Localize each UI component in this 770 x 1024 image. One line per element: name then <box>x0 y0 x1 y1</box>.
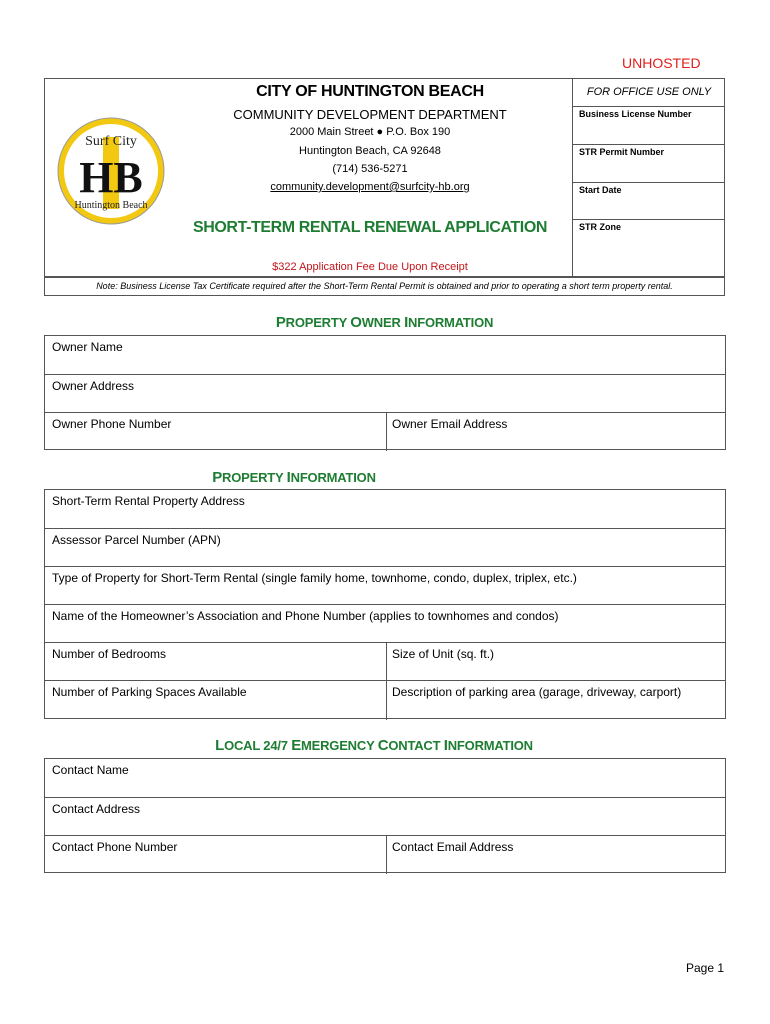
property-type-field[interactable] <box>45 566 725 605</box>
logo-top-text: Surf City <box>85 134 137 149</box>
owner-email-field[interactable]: Owner Email Address <box>392 417 508 431</box>
phone-number: (714) 536-5271 <box>332 163 408 175</box>
contact-email-field[interactable]: Contact Email Address <box>392 840 514 854</box>
email-link[interactable]: community.development@surfcity-hb.org <box>270 181 470 193</box>
contact-phone-field[interactable]: Contact Phone Number <box>52 840 178 854</box>
property-type-label: Type of Property for Short-Term Rental (single family home, townhome, condo, duplex, triplex, etc.) <box>52 571 577 585</box>
owner-contact-row <box>45 412 725 451</box>
contact-section-title: LOCAL 24/7 EMERGENCY CONTACT INFORMATION <box>215 737 533 754</box>
property-address-label: Short-Term Rental Property Address <box>52 494 245 508</box>
license-note: Note: Business License Tax Certificate required after the Short-Term Rental Permit is obtained and prior to operating a short term property rental. <box>44 277 725 296</box>
business-license-field[interactable]: Business License Number <box>579 109 692 119</box>
contact-address-field[interactable] <box>45 797 725 836</box>
contact-name-label: Contact Name <box>52 763 129 777</box>
city-logo <box>55 115 167 227</box>
address-line1: 2000 Main Street ● P.O. Box 190 <box>289 126 451 138</box>
bedrooms-size-row <box>45 642 725 681</box>
office-use-heading: FOR OFFICE USE ONLY <box>586 86 712 98</box>
property-section-title: PROPERTY INFORMATION <box>212 469 376 486</box>
str-zone-field[interactable]: STR Zone <box>579 222 621 232</box>
owner-address-label: Owner Address <box>52 379 135 393</box>
page-number: Page 1 <box>686 961 725 975</box>
parking-row <box>45 680 725 720</box>
str-permit-field[interactable]: STR Permit Number <box>579 147 665 157</box>
unhosted-watermark: UNHOSTED <box>622 55 701 71</box>
address-line2: Huntington Beach, CA 92648 <box>299 145 441 157</box>
contact-info-row <box>45 835 725 874</box>
apn-label: Assessor Parcel Number (APN) <box>52 533 221 547</box>
unit-size-field[interactable]: Size of Unit (sq. ft.) <box>392 647 495 661</box>
owner-section-title: PROPERTY OWNER INFORMATION <box>275 314 494 331</box>
parking-description-field[interactable]: Description of parking area (garage, driveway, carport) <box>392 685 682 699</box>
contact-table <box>44 758 726 873</box>
contact-name-field[interactable] <box>45 759 725 797</box>
city-name: CITY OF HUNTINGTON BEACH <box>256 83 484 100</box>
logo-letters: HB <box>79 153 143 202</box>
apn-field[interactable] <box>45 528 725 567</box>
hoa-label: Name of the Homeowner’s Association and Phone Number (applies to townhomes and condos) <box>52 609 559 623</box>
parking-spaces-field[interactable]: Number of Parking Spaces Available <box>52 685 247 699</box>
office-divider <box>572 78 573 277</box>
bedrooms-field[interactable]: Number of Bedrooms <box>52 647 167 661</box>
owner-address-field[interactable] <box>45 374 725 413</box>
start-date-field[interactable]: Start Date <box>579 185 622 195</box>
owner-table <box>44 335 726 450</box>
contact-address-label: Contact Address <box>52 802 141 816</box>
owner-name-field[interactable] <box>45 336 725 374</box>
hoa-field[interactable] <box>45 604 725 643</box>
department-name: COMMUNITY DEVELOPMENT DEPARTMENT <box>233 107 507 122</box>
form-title: SHORT-TERM RENTAL RENEWAL APPLICATION <box>192 219 548 236</box>
owner-name-label: Owner Name <box>52 340 123 354</box>
property-table <box>44 489 726 719</box>
application-fee: $322 Application Fee Due Upon Receipt <box>272 261 468 273</box>
property-address-field[interactable] <box>45 490 725 528</box>
owner-phone-field[interactable]: Owner Phone Number <box>52 417 172 431</box>
logo-bottom-text: Huntington Beach <box>74 200 148 211</box>
